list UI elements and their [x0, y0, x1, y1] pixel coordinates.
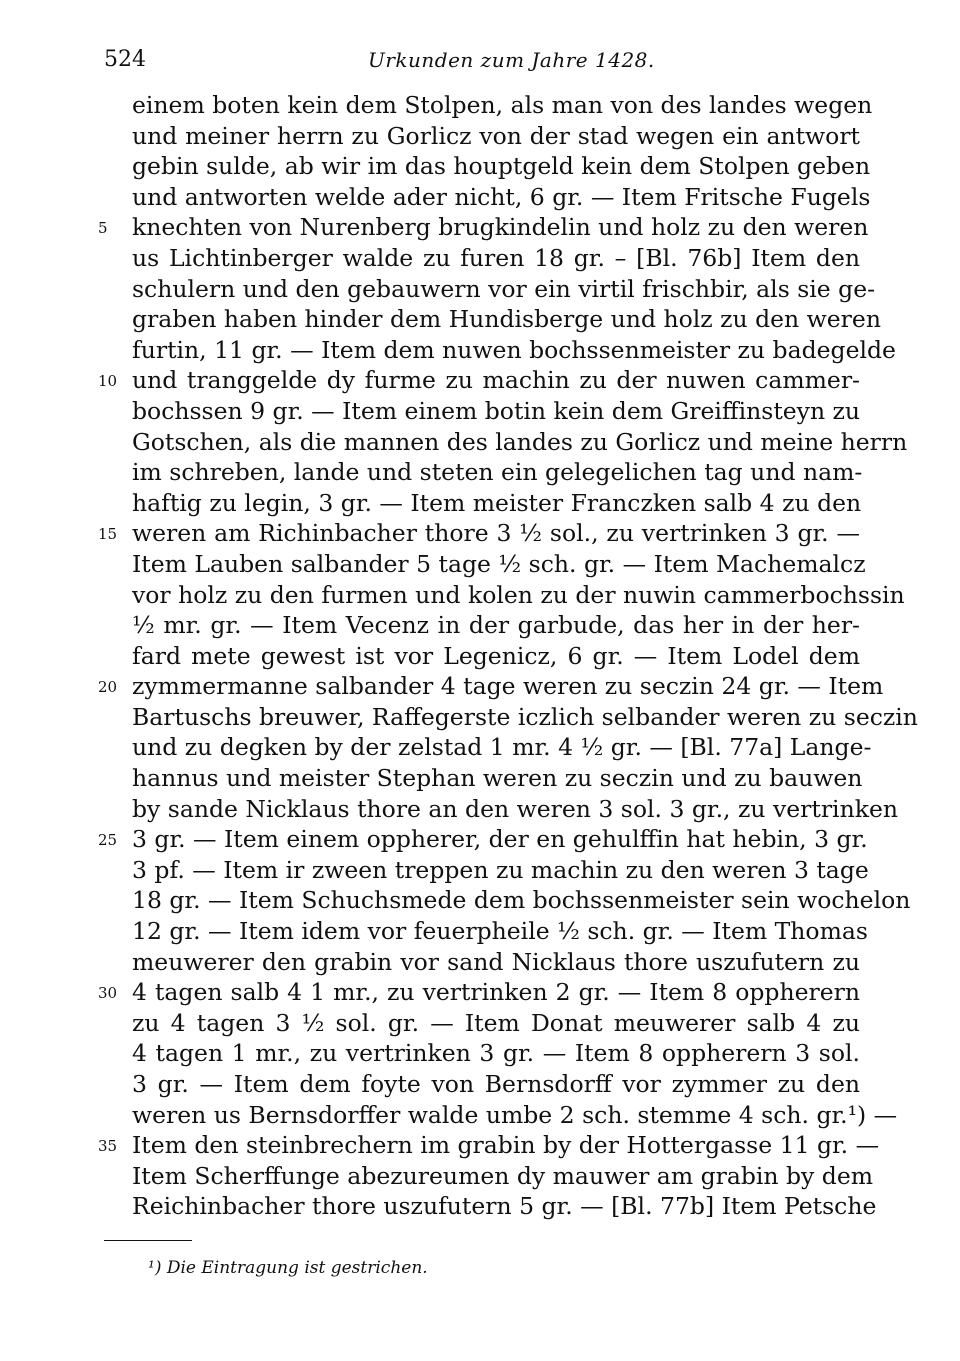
text-line: [132, 580, 905, 611]
text-line-content: graben haben hinder dem Hundisberge und holz zu den weren: [132, 305, 881, 334]
text-line: [132, 1161, 874, 1192]
text-line-content: 3 pf. — Item ir zween treppen zu machin zu den weren 3 tage: [132, 855, 869, 884]
text-line-content: furtin, 11 gr. — Item dem nuwen bochssenmeister zu badegelde: [132, 335, 896, 364]
text-line: [132, 121, 860, 152]
text-line: [132, 243, 860, 274]
text-line: [132, 702, 918, 733]
text-line: [132, 947, 860, 978]
line-number: 30: [98, 984, 118, 1003]
line-number: 20: [98, 678, 118, 697]
text-line-content: Item Lauben salbander 5 tage ½ sch. gr. — Item Machemalcz: [132, 549, 866, 578]
text-line-content: und antworten welde ader nicht, 6 gr. — Item Fritsche Fugels: [132, 182, 871, 211]
text-line-content: meuwerer den grabin vor sand Nicklaus thore uszufutern zu: [132, 947, 860, 976]
text-line-content: zymmermanne salbander 4 tage weren zu seczin 24 gr. — Item: [132, 672, 884, 701]
text-line-content: hannus und meister Stephan weren zu seczin und zu bauwen: [132, 764, 863, 793]
text-line: [132, 274, 876, 305]
text-line-content: 12 gr. — Item idem vor feuerpheile ½ sch. gr. — Item Thomas: [132, 917, 868, 946]
footnote-rule: [104, 1240, 192, 1241]
text-line: [98, 365, 860, 396]
text-line: [132, 1008, 860, 1039]
text-line-content: 18 gr. — Item Schuchsmede dem bochssenmeister sein wochelon: [132, 886, 911, 915]
line-number: 5: [98, 219, 108, 238]
text-line: [132, 916, 868, 947]
text-line-content: 4 tagen salb 4 1 mr., zu vertrinken 2 gr. — Item 8 oppherern: [132, 978, 860, 1007]
text-line: [132, 151, 871, 182]
text-line-content: zu 4 tagen 3 ½ sol. gr. — Item Donat meuwerer salb 4 zu: [132, 1008, 860, 1037]
page-header: [104, 44, 864, 76]
text-line: [98, 671, 884, 702]
text-line-content: Item den steinbrechern im grabin by der Hottergasse 11 gr. —: [132, 1131, 880, 1160]
text-line: [132, 335, 896, 366]
text-line: [98, 518, 860, 549]
text-line: [132, 488, 860, 519]
text-line: [98, 212, 869, 243]
text-line-content: im schreben, lande und steten ein gelegelichen tag und nam-: [132, 458, 863, 487]
line-number: 35: [98, 1137, 118, 1156]
text-line-content: weren us Bernsdorffer walde umbe 2 sch. stemme 4 sch. gr.¹) —: [132, 1100, 898, 1129]
text-line-content: weren am Richinbacher thore 3 ½ sol., zu vertrinken 3 gr. —: [132, 519, 860, 548]
text-line: [132, 549, 866, 580]
text-line: [132, 732, 872, 763]
text-line: [132, 763, 863, 794]
text-line: [132, 1191, 877, 1222]
text-line-content: 3 gr. — Item einem oppherer, der en gehulffin hat hebin, 3 gr.: [132, 825, 868, 854]
text-line-content: haftig zu legin, 3 gr. — Item meister Franczken salb 4 zu den: [132, 488, 862, 517]
text-line: [132, 794, 898, 825]
text-line-content: Bartuschs breuwer, Raffegerste iczlich selbander weren zu seczin: [132, 702, 918, 731]
text-line: [132, 427, 908, 458]
text-line-content: by sande Nicklaus thore an den weren 3 sol. 3 gr., zu vertrinken: [132, 794, 898, 823]
text-line-content: bochssen 9 gr. — Item einem botin kein dem Greiffinsteyn zu: [132, 396, 861, 425]
text-line-content: und zu degken by der zelstad 1 mr. 4 ½ gr. — [Bl. 77a] Lange-: [132, 733, 872, 762]
text-line: [132, 304, 881, 335]
text-line: [132, 855, 869, 886]
text-line-content: und tranggelde dy furme zu machin zu der nuwen cammer-: [132, 366, 860, 395]
text-line: [132, 1100, 898, 1131]
footnote: ¹) Die Eintragung ist gestrichen.: [148, 1258, 428, 1278]
text-line: [98, 977, 860, 1008]
text-line-content: gebin sulde, ab wir im das houptgeld kein dem Stolpen geben: [132, 152, 871, 181]
text-line: [132, 396, 860, 427]
text-line-content: und meiner herrn zu Gorlicz von der stad wegen ein antwort: [132, 121, 860, 150]
text-line: [132, 1038, 860, 1069]
main-text-block: [98, 90, 918, 1222]
page-number: 524: [104, 47, 146, 72]
text-line: [132, 90, 873, 121]
text-line-content: 3 gr. — Item dem foyte von Bernsdorff vor zymmer zu den: [132, 1070, 860, 1098]
text-line: [132, 641, 860, 672]
text-line: [98, 824, 868, 855]
text-line-content: Item Scherffunge abezureumen dy mauwer am grabin by dem: [132, 1161, 874, 1190]
text-line-content: vor holz zu den furmen und kolen zu der nuwin cammerbochssin: [132, 580, 905, 609]
line-number: 15: [98, 525, 118, 544]
text-line: [132, 610, 860, 641]
text-line-content: einem boten kein dem Stolpen, als man von des landes wegen: [132, 91, 873, 119]
text-line-content: ½ mr. gr. — Item Vecenz in der garbude, das her in der her-: [132, 611, 860, 640]
text-line-content: us Lichtinberger walde zu furen 18 gr. – [Bl. 76b] Item den: [132, 243, 860, 272]
text-line: [98, 1130, 880, 1161]
text-line-content: knechten von Nurenberg brugkindelin und holz zu den weren: [132, 213, 869, 242]
line-number: 10: [98, 372, 118, 391]
text-line-content: Reichinbacher thore uszufutern 5 gr. — [Bl. 77b] Item Petsche: [132, 1192, 877, 1221]
line-number: 25: [98, 831, 118, 850]
text-line-content: Gotschen, als die mannen des landes zu Gorlicz und meine herrn: [132, 427, 908, 456]
text-line: [132, 1069, 860, 1100]
text-line-content: 4 tagen 1 mr., zu vertrinken 3 gr. — Item 8 oppherern 3 sol.: [132, 1039, 860, 1068]
text-line: [132, 885, 911, 916]
text-line: [132, 182, 871, 213]
running-title: Urkunden zum Jahre 1428.: [368, 48, 655, 72]
text-line-content: fard mete gewest ist vor Legenicz, 6 gr. — Item Lodel dem: [132, 641, 860, 670]
text-line: [132, 457, 863, 488]
text-line-content: schulern und den gebauwern vor ein virtil frischbir, als sie ge-: [132, 274, 876, 303]
